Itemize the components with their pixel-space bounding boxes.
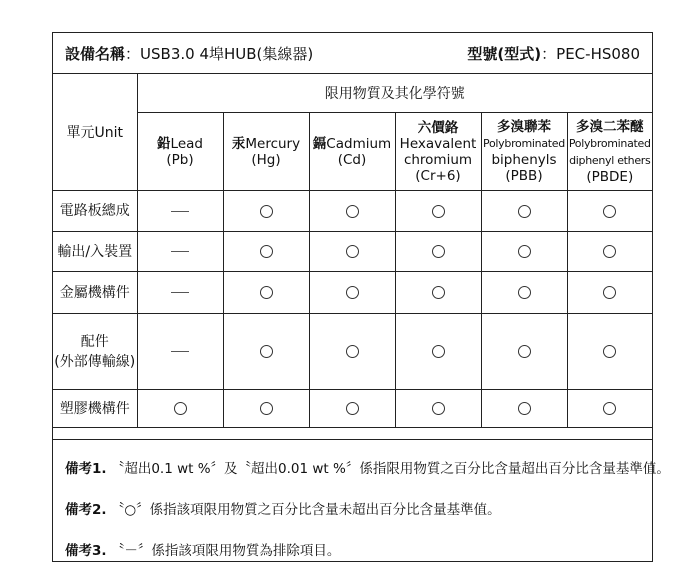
compliant-circle-icon [260, 245, 273, 258]
status-cell [223, 272, 309, 314]
row-label: 輸出/入裝置 [53, 232, 137, 272]
table-row [53, 272, 652, 314]
compliant-circle-icon [518, 345, 531, 358]
table-row [53, 191, 652, 232]
row-label: 配件 (外部傳輸線) [53, 314, 137, 390]
compliant-circle-icon [518, 245, 531, 258]
exempt-dash-icon [171, 211, 189, 212]
status-cell [395, 232, 481, 272]
substance-header-lead: 鉛Lead (Pb) [137, 113, 223, 191]
compliant-circle-icon [174, 402, 187, 415]
substance-header-mercury: 汞Mercury (Hg) [223, 113, 309, 191]
compliant-circle-icon [603, 205, 616, 218]
status-cell [567, 390, 652, 428]
status-cell [309, 314, 395, 390]
model-value: PEC-HS080 [556, 45, 640, 63]
status-cell [137, 272, 223, 314]
compliant-circle-icon [346, 205, 359, 218]
compliant-circle-icon [603, 345, 616, 358]
unit-header: 單元Unit [53, 74, 137, 191]
status-cell [223, 232, 309, 272]
status-cell [137, 232, 223, 272]
compliant-circle-icon [432, 286, 445, 299]
note-1: 備考1. 〝超出0.1 wt %〞及〝超出0.01 wt %〞係指限用物質之百分比含量超出百分比含量基準值。 [65, 461, 670, 477]
status-cell [567, 232, 652, 272]
compliant-circle-icon [432, 402, 445, 415]
compliant-circle-icon [346, 286, 359, 299]
rohs-declaration-frame [52, 32, 670, 562]
compliant-circle-icon [603, 402, 616, 415]
status-cell [481, 314, 567, 390]
substance-header-pbde: 多溴二苯醚 Polybrominated diphenyl ethers (PBDE) [567, 113, 652, 191]
substance-header-chromium: 六價鉻 Hexavalent chromium (Cr+6) [395, 113, 481, 191]
status-cell [481, 272, 567, 314]
status-cell [309, 232, 395, 272]
status-cell [223, 191, 309, 232]
exempt-dash-icon [171, 251, 189, 252]
status-cell [481, 390, 567, 428]
declaration-header [53, 33, 652, 74]
status-cell [309, 191, 395, 232]
table-row [53, 390, 652, 428]
compliant-circle-icon [432, 245, 445, 258]
notes-divider [53, 439, 652, 440]
status-cell [567, 314, 652, 390]
row-label: 塑膠機構件 [53, 390, 137, 428]
row-label: 金屬機構件 [53, 272, 137, 314]
substance-header-cadmium: 鎘Cadmium (Cd) [309, 113, 395, 191]
compliant-circle-icon [260, 402, 273, 415]
status-cell [395, 191, 481, 232]
substance-header-pbb: 多溴聯苯 Polybrominated biphenyls (PBB) [481, 113, 567, 191]
status-cell [137, 314, 223, 390]
compliant-circle-icon [518, 205, 531, 218]
exempt-dash-icon [171, 351, 189, 352]
compliant-circle-icon [432, 205, 445, 218]
compliant-circle-icon [518, 286, 531, 299]
status-cell [137, 191, 223, 232]
status-cell [481, 191, 567, 232]
status-cell [223, 390, 309, 428]
status-cell [223, 314, 309, 390]
table-row [53, 314, 652, 390]
compliant-circle-icon [346, 345, 359, 358]
row-label: 電路板總成 [53, 191, 137, 232]
status-cell [395, 390, 481, 428]
note-3: 備考3. 〝－〞係指該項限用物質為排除項目。 [65, 543, 341, 559]
compliant-circle-icon [260, 205, 273, 218]
status-cell [309, 272, 395, 314]
model-label: 型號(型式) [467, 45, 542, 63]
device-name-label: 設備名稱 [65, 45, 126, 63]
compliant-circle-icon [432, 345, 445, 358]
restricted-substances-table [53, 74, 652, 428]
status-cell [481, 232, 567, 272]
table-row [53, 232, 652, 272]
compliant-circle-icon [518, 402, 531, 415]
device-name-value: USB3.0 4埠HUB(集線器) [140, 45, 314, 63]
status-cell [567, 272, 652, 314]
exempt-dash-icon [171, 292, 189, 293]
substance-group-header: 限用物質及其化學符號 [137, 74, 652, 113]
status-cell [309, 390, 395, 428]
compliant-circle-icon [346, 245, 359, 258]
device-name: 設備名稱：USB3.0 4埠HUB(集線器) [65, 45, 314, 63]
compliant-circle-icon [260, 286, 273, 299]
status-cell [395, 314, 481, 390]
note-2: 備考2. 〝○〞係指該項限用物質之百分比含量未超出百分比含量基準值。 [65, 502, 501, 518]
compliant-circle-icon [603, 286, 616, 299]
status-cell [567, 191, 652, 232]
status-cell [137, 390, 223, 428]
compliant-circle-icon [603, 245, 616, 258]
model-number: 型號(型式)：PEC-HS080 [467, 45, 640, 63]
compliant-circle-icon [346, 402, 359, 415]
status-cell [395, 272, 481, 314]
compliant-circle-icon [260, 345, 273, 358]
